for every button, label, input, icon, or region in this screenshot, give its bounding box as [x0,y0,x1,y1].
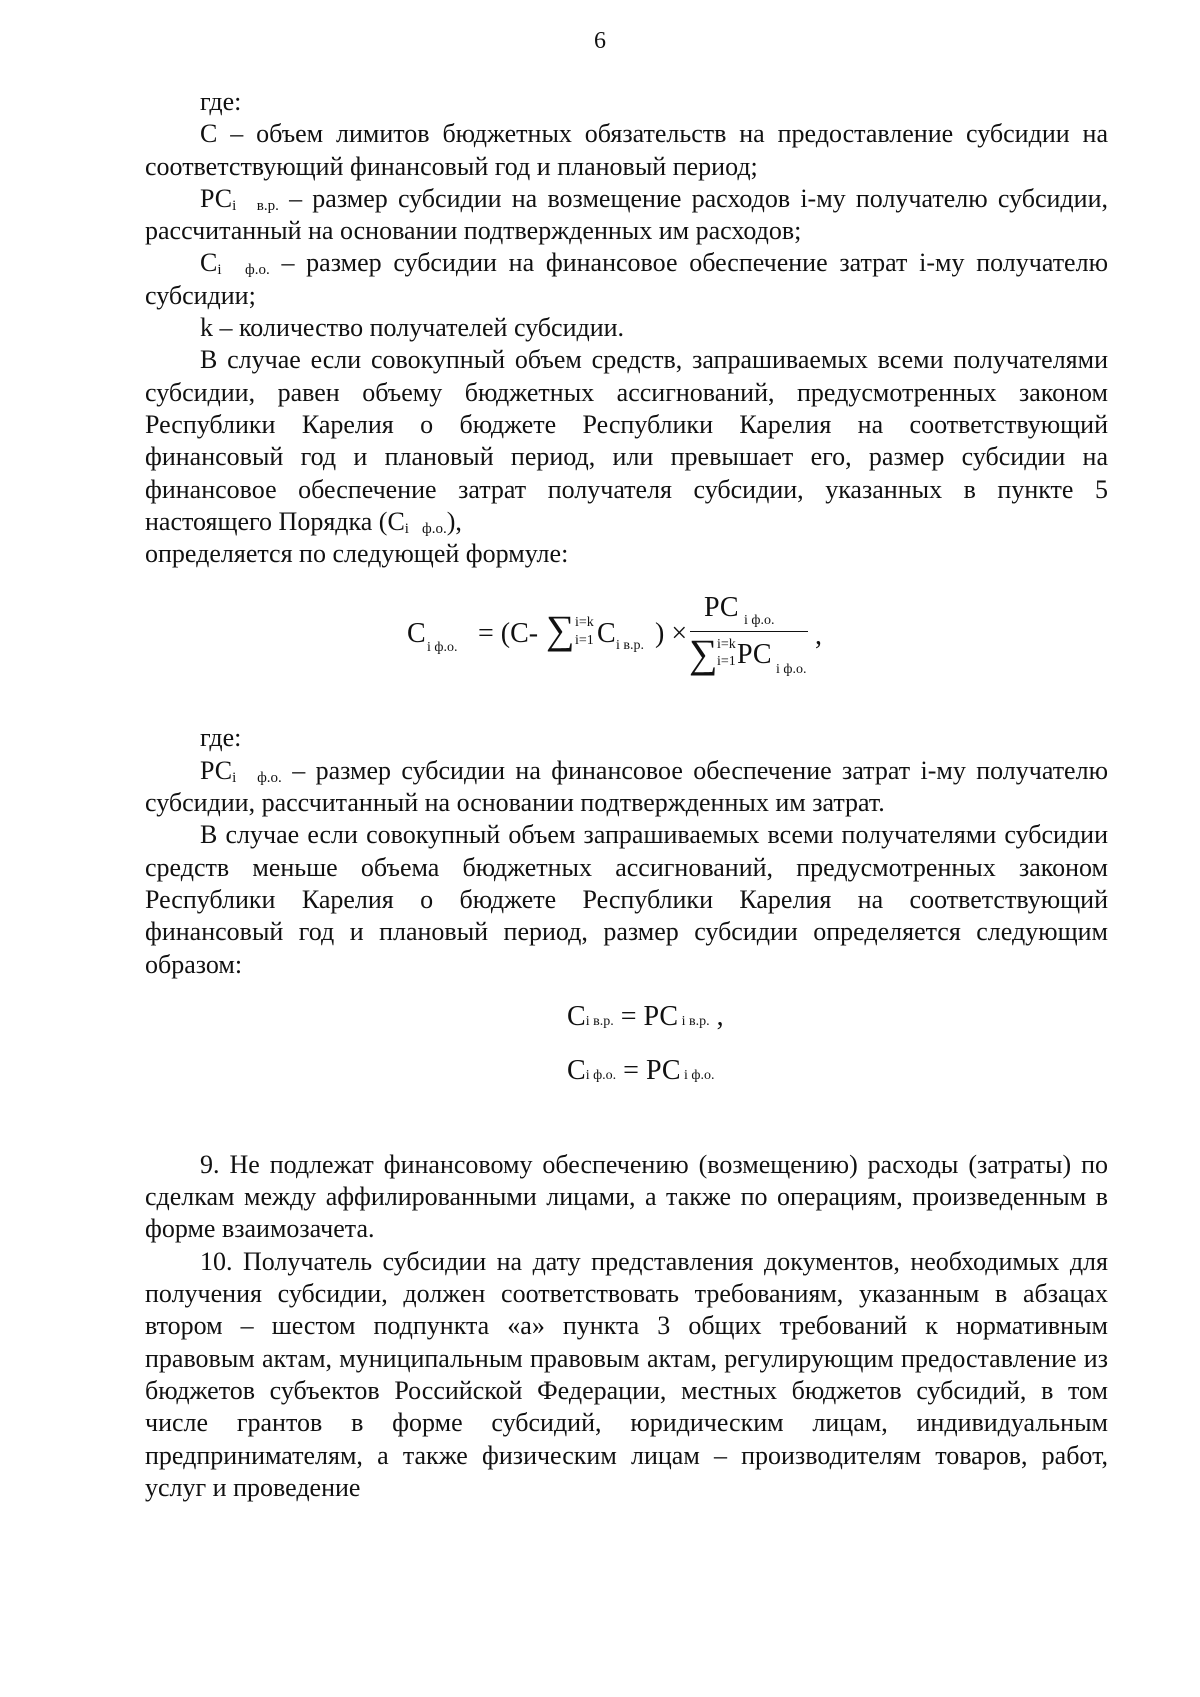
symbol-vr: в.р. [256,197,279,214]
paragraph-where-2: где: [200,723,242,753]
c-fo-text: – размер субсидии на финансовое обеспечение затрат i-му получателю субсидии; [145,248,1108,310]
formula2-c: С [567,1000,586,1032]
formula-numerator: РС [704,592,739,624]
paragraph-where-1: где: [200,87,242,116]
formula-equal-block [145,981,1108,1149]
formula-sum: ∑ [546,607,575,653]
paragraph-item-9: 9. Не подлежат финансовому обеспечению (возмещению) расходы (затраты) по сделкам между аффилированными лицами, а также по операциям, произведенным в форме взаимозачета. [145,1149,1108,1244]
symbol-rc: РС [200,755,233,785]
paragraph-case-less: В случае если совокупный объем запрашиваемых всеми получателями субсидии средств меньше объема бюджетных ассигнований, предусмотренных законом Республики Карелия о бюджете Республики Карелия на соответствующий финансовый год и плановый период, размер субсидии определяется следующим образом: [145,820,1108,979]
case-exceeds-text: В случае если совокупный объем средств, запрашиваемых всеми получателями субсидии, равен объему бюджетных ассигнований, предусмотренных законом Республики Карелия о бюджете Республики Карелия на соответствующий финансовый год и плановый период, или превышает его, размер субсидии на финансовое обеспечение затрат получателя субсидии, указанных в пункте 5 настоящего Порядка (С [145,345,1108,536]
rc-vr-text: – размер субсидии на возмещение расходов i-му получателю субсидии, рассчитанный на основании подтвержденных им расходов; [145,183,1108,246]
document-body [145,86,1108,1504]
formula-den-sum: ∑ [689,631,718,677]
formula-proportional-expression [407,592,867,688]
formula2-eq: = РС [616,1054,681,1086]
formula2-comma: , [709,1000,724,1032]
formula-proportional [145,570,1108,722]
formula-lhs-sub: i ф.о. [427,640,458,656]
paragraph-item-10: 10. Получатель субсидии на дату представления документов, необходимых для получения субсидии, должен соответствовать требованиям, указанным в абзацах втором – шестом подпункта «а» пункта 3 общих требований к нормативным правовым актам, муниципальным правовым актам, регулирующим предоставление из бюджетов субъектов Российской Федерации, местных бюджетов субсидий, в том числе грантов в форме субсидий, юридическим лицам, индивидуальным предпринимателям, а также физическим лицам – производителям товаров, работ, услуг и проведение [145,1246,1108,1502]
paragraph-rc-vr-definition [145,183,1108,248]
rc-fo-text: – размер субсидии на финансовое обеспечение затрат i-му получателю субсидии, рассчитанный на основании подтвержденных им затрат. [145,755,1108,818]
case-exceeds-last-line: определяется по следующей формуле: [145,539,569,569]
formula-den-upper: i=k [717,637,736,653]
formula-equal-fo [567,1054,715,1086]
formula-c-sub: i в.р. [616,638,644,654]
paragraph-k-definition: k – количество получателей субсидии. [200,313,625,343]
formula-denominator-sub: i ф.о. [776,662,807,678]
page-number: 6 [594,28,606,54]
symbol-i: i [232,769,237,786]
formula-sum-upper: i=k [575,615,594,631]
case-exceeds-end: ), [446,506,462,536]
formula2-rc-sub: i ф.о. [680,1067,715,1083]
symbol-rc: РС [200,183,233,213]
formula-lhs: С [407,618,426,650]
paragraph-c-definition: С – объем лимитов бюджетных обязательств на предоставление субсидии на соответствующий финансовый год и плановый период; [145,119,1108,181]
symbol-fo: ф.о. [257,769,282,786]
formula-den-lower: i=1 [717,654,736,670]
formula2-rc-sub: i в.р. [678,1013,710,1029]
symbol-i: i [232,197,237,214]
formula2-c-sub: i в.р. [585,1013,614,1029]
paragraph-c-fo-definition [145,247,1108,312]
formula-equal-vr [567,1000,724,1032]
formula-close-times: ) × [655,618,688,650]
paragraph-rc-fo-definition [145,755,1108,820]
paragraph-case-exceeds [145,344,1108,570]
symbol-fo: ф.о. [421,520,447,537]
formula-denominator: РС [737,639,772,671]
symbol-fo: ф.о. [244,262,270,279]
formula-sum-lower: i=1 [575,633,594,649]
formula-numerator-sub: i ф.о. [744,613,775,629]
formula-comma: , [815,620,822,652]
formula-eq-open: = (С- [478,618,539,650]
symbol-i: i [217,262,222,279]
formula2-eq: = РС [613,1000,679,1032]
formula2-c: С [567,1054,586,1086]
symbol-c: С [200,248,218,278]
formula-c: С [597,618,616,650]
symbol-i: i [404,520,409,537]
formula2-c-sub: i ф.о. [585,1067,617,1083]
